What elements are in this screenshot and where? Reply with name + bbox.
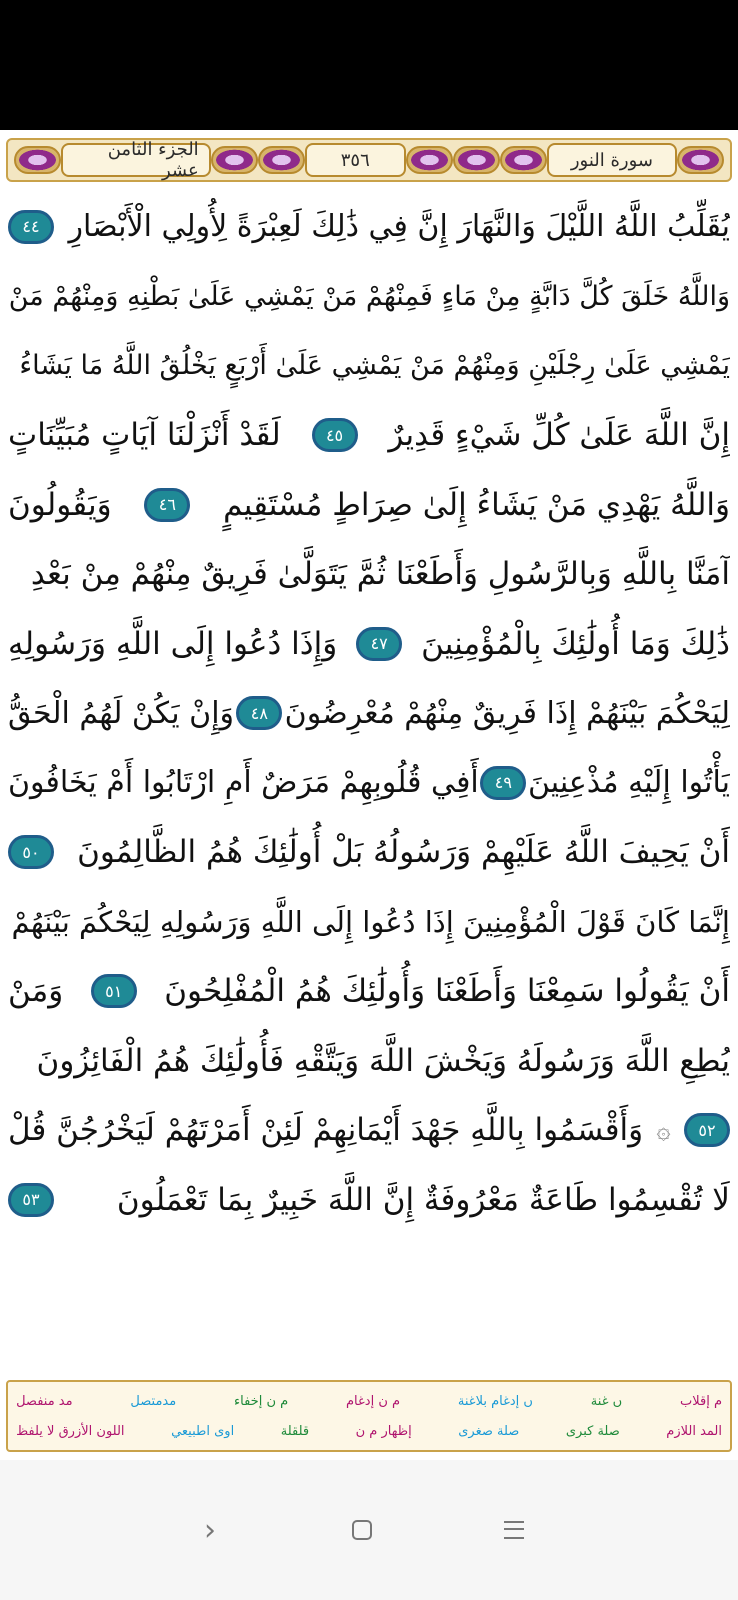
verse-text: وَأَقْسَمُوا بِاللَّهِ جَهْدَ أَيْمَانِهِمْ لَئِنْ أَمَرْتَهُمْ لَيَخْرُجُنَّ قُلْ [8, 1112, 644, 1149]
header-ornament-icon [211, 146, 258, 174]
legend-item: م إقلاب [679, 1393, 722, 1409]
verse-text: وَإِنْ يَكُنْ لَهُمُ الْحَقُّ [8, 695, 235, 731]
quran-line [8, 192, 730, 262]
quran-line [8, 1026, 730, 1096]
legend-row-1 [16, 1386, 722, 1416]
verse-text: آمَنَّا بِاللَّهِ وَبِالرَّسُولِ وَأَطَعْنَا ثُمَّ يَتَوَلَّىٰ فَرِيقٌ مِنْهُمْ مِنْ بَعْدِ [30, 556, 730, 593]
quran-line [8, 748, 730, 818]
quran-text-lines [8, 192, 730, 1235]
legend-item: مد منفصل [16, 1393, 73, 1409]
verse-text: أَفِي قُلُوبِهِمْ مَرَضٌ أَمِ ارْتَابُوا أَمْ يَخَافُونَ [8, 765, 479, 801]
quran-line [8, 331, 730, 401]
verse-text: يُطِعِ اللَّهَ وَرَسُولَهُ وَيَخْشَ اللَّهَ وَيَتَّقْهِ فَأُولَٰئِكَ هُمُ الْفَائِزُونَ [36, 1042, 730, 1079]
verse-text: إِنَّ اللَّهَ عَلَىٰ كُلِّ شَيْءٍ قَدِيرٌ [388, 417, 730, 454]
quran-line [8, 818, 730, 888]
verse-text: أَنْ يَقُولُوا سَمِعْنَا وَأَطَعْنَا وَأُولَٰئِكَ هُمُ الْمُفْلِحُونَ [164, 973, 730, 1010]
mushaf-page [0, 130, 738, 1460]
legend-item: صلة صغرى [458, 1423, 520, 1439]
surah-label: سورة النور [547, 143, 677, 177]
quran-line [8, 609, 730, 679]
ayah-number-marker: ٤٤ [8, 210, 54, 244]
legend-row-2 [16, 1416, 722, 1446]
legend-item: م ن إدغام [346, 1393, 401, 1409]
quran-line [8, 1165, 730, 1235]
ayah-number-marker: ٤٥ [312, 418, 358, 452]
ayah-number-marker: ٤٧ [356, 627, 402, 661]
ayah-number-marker: ٤٨ [236, 696, 282, 730]
quran-line [8, 957, 730, 1027]
header-ornament-icon [258, 146, 305, 174]
back-chevron-icon[interactable]: ‹ [204, 1512, 216, 1548]
legend-item: قلقلة [280, 1423, 310, 1439]
verse-text: وَاللَّهُ خَلَقَ كُلَّ دَابَّةٍ مِنْ مَاءٍ فَمِنْهُمْ مَنْ يَمْشِي عَلَىٰ بَطْنِهِ وَمِنْهُمْ مَنْ [8, 280, 730, 312]
tajweed-legend [6, 1380, 732, 1452]
verse-text: يَأْتُوا إِلَيْهِ مُذْعِنِينَ [527, 765, 730, 801]
legend-item: ں غنة [590, 1393, 623, 1409]
header-ornament-icon [406, 146, 453, 174]
legend-item: المد اللازم [666, 1423, 722, 1439]
system-nav-bar [0, 1460, 738, 1600]
quran-line [8, 679, 730, 749]
header-ornament-icon [453, 146, 500, 174]
header-ornament-icon [500, 146, 547, 174]
juz-label: الجزء الثامن عشر [61, 143, 211, 177]
verse-text: وَمَنْ [8, 973, 64, 1010]
page-number: ٣٥٦ [305, 143, 406, 177]
recent-apps-icon [504, 1521, 524, 1539]
quran-line [8, 470, 730, 540]
ayah-number-marker: ٥٢ [684, 1113, 730, 1147]
home-button[interactable] [332, 1500, 392, 1560]
legend-item: إظهار م ن [355, 1423, 412, 1439]
ayah-number-marker: ٤٦ [144, 488, 190, 522]
verse-text: لِيَحْكُمَ بَيْنَهُمْ إِذَا فَرِيقٌ مِنْهُمْ مُعْرِضُونَ [284, 695, 730, 731]
ayah-number-marker: ٥١ [91, 974, 137, 1008]
verse-text: إِنَّمَا كَانَ قَوْلَ الْمُؤْمِنِينَ إِذَا دُعُوا إِلَى اللَّهِ وَرَسُولِهِ لِيَحْكُمَ بَيْنَهُمْ [11, 904, 730, 939]
recent-apps-button[interactable] [484, 1500, 544, 1560]
verse-text: وَيَقُولُونَ [8, 486, 112, 523]
verse-text: وَاللَّهُ يَهْدِي مَنْ يَشَاءُ إِلَىٰ صِرَاطٍ مُسْتَقِيمٍ [223, 486, 730, 523]
rub-hizb-icon: ۞ [656, 1116, 671, 1145]
home-icon [352, 1520, 372, 1540]
quran-line [8, 1096, 730, 1166]
quran-line [8, 401, 730, 471]
status-bar-area [0, 0, 738, 130]
legend-item: مدمتصل [130, 1393, 177, 1409]
legend-item: اللون الأزرق لا يلفظ [16, 1423, 125, 1439]
ayah-number-marker: ٥٠ [8, 835, 54, 869]
header-ornament-icon [14, 146, 61, 174]
verse-text: لَا تُقْسِمُوا طَاعَةٌ مَعْرُوفَةٌ إِنَّ اللَّهَ خَبِيرٌ بِمَا تَعْمَلُونَ [116, 1181, 730, 1218]
verse-text: أَنْ يَحِيفَ اللَّهُ عَلَيْهِمْ وَرَسُولُهُ بَلْ أُولَٰئِكَ هُمُ الظَّالِمُونَ [77, 834, 730, 871]
legend-item: ں إدغام بلاغنة [457, 1393, 533, 1409]
verse-text: يُقَلِّبُ اللَّهُ اللَّيْلَ وَالنَّهَارَ إِنَّ فِي ذَٰلِكَ لَعِبْرَةً لِأُولِي الْأَبْصَارِ [68, 209, 730, 245]
verse-text: لَقَدْ أَنْزَلْنَا آيَاتٍ مُبَيِّنَاتٍ [8, 417, 281, 454]
ayah-number-marker: ٤٩ [480, 766, 526, 800]
legend-item: م ن إخفاء [234, 1393, 289, 1409]
quran-line [8, 262, 730, 332]
page-header [6, 138, 732, 182]
verse-text: يَمْشِي عَلَىٰ رِجْلَيْنِ وَمِنْهُمْ مَنْ يَمْشِي عَلَىٰ أَرْبَعٍ يَخْلُقُ اللَّهُ مَا يَشَاءُ [19, 350, 730, 382]
verse-text: ذَٰلِكَ وَمَا أُولَٰئِكَ بِالْمُؤْمِنِينَ [421, 625, 730, 662]
verse-text: وَإِذَا دُعُوا إِلَى اللَّهِ وَرَسُولِهِ [8, 625, 338, 662]
legend-item: اوى اطبيعي [171, 1423, 235, 1439]
ayah-number-marker: ٥٣ [8, 1183, 54, 1217]
header-ornament-icon [677, 146, 724, 174]
legend-item: صلة كبرى [565, 1423, 620, 1439]
quran-line [8, 887, 730, 957]
quran-line [8, 540, 730, 610]
